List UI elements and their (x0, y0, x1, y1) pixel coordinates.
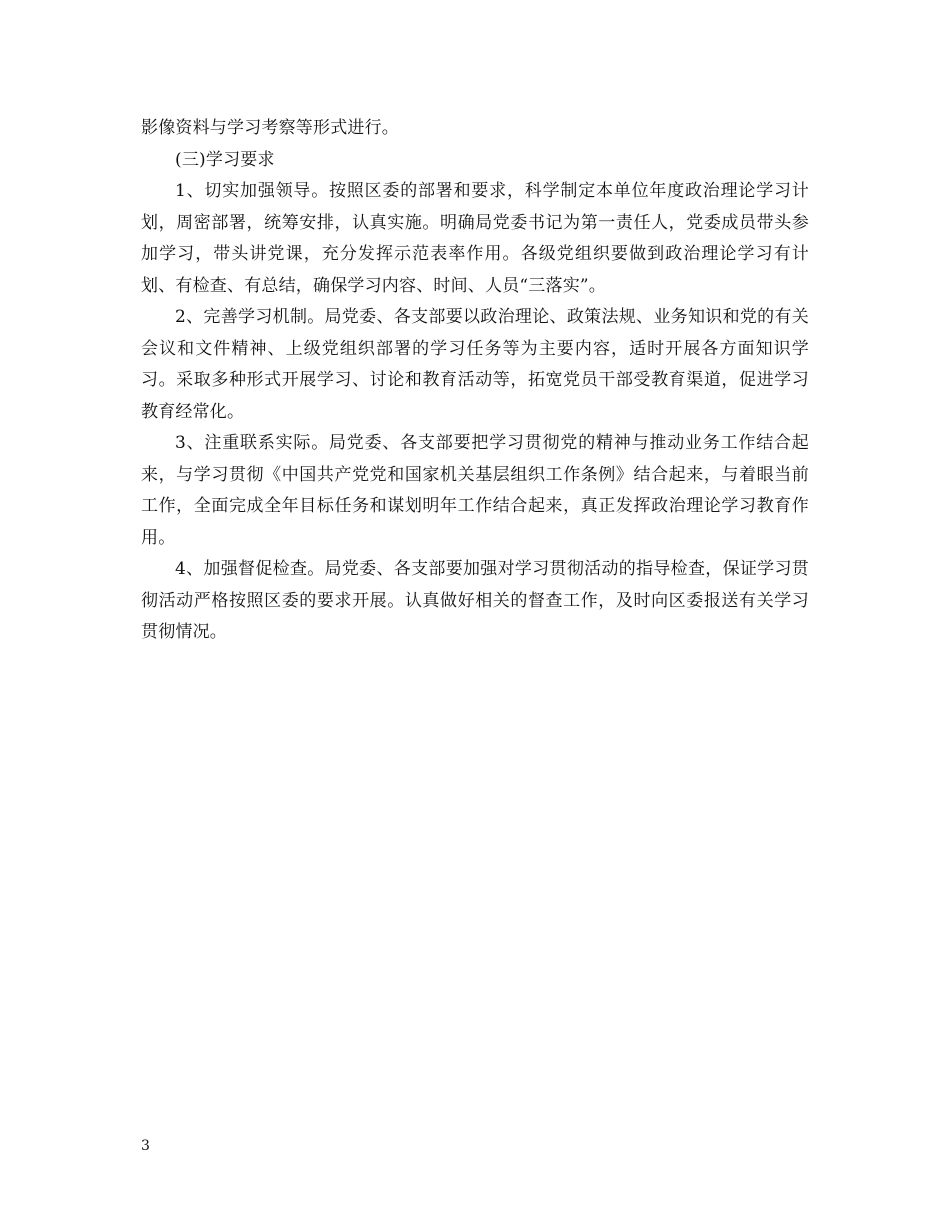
paragraph-item-4: 4、加强督促检查。局党委、各支部要加强对学习贯彻活动的指导检查，保证学习贯彻活动严格按照区委的要求开展。认真做好相关的督查工作，及时向区委报送有关学习贯彻情况。 (141, 559, 809, 642)
document-body (141, 113, 809, 649)
page-number: 3 (141, 1138, 150, 1154)
paragraph-item-3: 3、注重联系实际。局党委、各支部要把学习贯彻党的精神与推动业务工作结合起来，与学习贯彻《中国共产党党和国家机关基层组织工作条例》结合起来，与着眼当前工作，全面完成全年目标任务和谋划明年工作结合起来，真正发挥政治理论学习教育作用。 (141, 433, 809, 548)
section-heading-study-requirements: (三)学习要求 (175, 149, 275, 170)
paragraph-item-1: 1、切实加强领导。按照区委的部署和要求，科学制定本单位年度政治理论学习计划，周密部署，统筹安排，认真实施。明确局党委书记为第一责任人，党委成员带头参加学习，带头讲党课，充分发挥示范表率作用。各级党组织要做到政治理论学习有计划、有检查、有总结，确保学习内容、时间、人员“三落实”。 (141, 181, 809, 296)
paragraph-item-2: 2、完善学习机制。局党委、各支部要以政治理论、政策法规、业务知识和党的有关会议和文件精神、上级党组织部署的学习任务等为主要内容，适时开展各方面知识学习。采取多种形式开展学习、讨论和教育活动等，拓宽党员干部受教育渠道，促进学习教育经常化。 (141, 307, 809, 422)
paragraph-continuation: 影像资料与学习考察等形式进行。 (141, 118, 399, 138)
